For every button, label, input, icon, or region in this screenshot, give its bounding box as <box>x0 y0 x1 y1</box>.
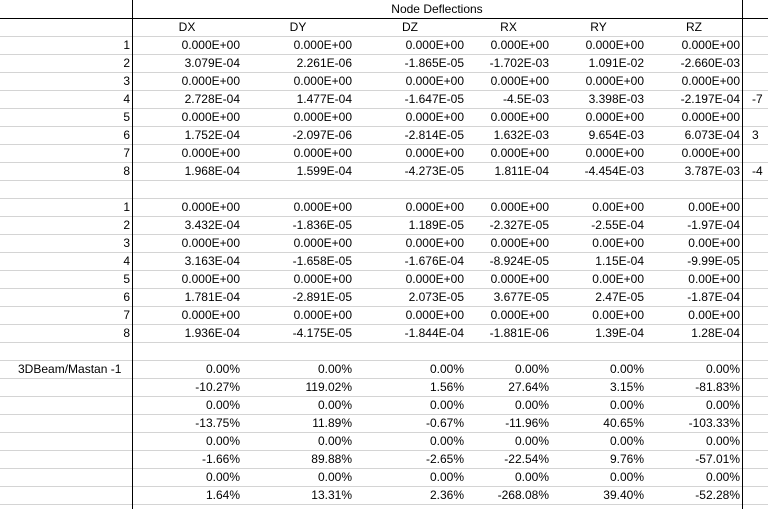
value-cell[interactable]: 0.00E+00 <box>688 272 740 286</box>
value-cell[interactable]: -1.881E-06 <box>489 326 549 340</box>
percent-cell[interactable]: -57.01% <box>695 452 740 466</box>
value-cell[interactable]: -1.676E-04 <box>404 254 464 268</box>
percent-cell[interactable]: 0.00% <box>609 434 644 448</box>
value-cell[interactable]: 1.968E-04 <box>184 164 240 178</box>
value-cell[interactable]: 0.000E+00 <box>293 308 352 322</box>
value-cell[interactable]: 0.00E+00 <box>592 200 644 214</box>
percent-cell[interactable]: 3.15% <box>609 380 644 394</box>
value-cell[interactable]: 3.079E-04 <box>184 56 240 70</box>
value-cell[interactable]: 2.47E-05 <box>595 290 644 304</box>
value-cell[interactable]: 0.000E+00 <box>405 110 464 124</box>
percent-cell[interactable]: 0.00% <box>205 470 240 484</box>
percent-cell[interactable]: 13.31% <box>311 488 352 502</box>
value-cell[interactable]: 2.261E-06 <box>296 56 352 70</box>
percent-cell[interactable]: 0.00% <box>705 434 740 448</box>
overflow-cell[interactable]: 3 <box>752 128 759 142</box>
percent-cell[interactable]: 0.00% <box>317 362 352 376</box>
percent-cell[interactable]: 0.00% <box>205 398 240 412</box>
percent-cell[interactable]: 0.00% <box>317 398 352 412</box>
node-number-cell[interactable]: 1 <box>123 38 130 52</box>
value-cell[interactable]: -1.658E-05 <box>292 254 352 268</box>
value-cell[interactable]: 1.781E-04 <box>184 290 240 304</box>
value-cell[interactable]: 0.000E+00 <box>181 272 240 286</box>
value-cell[interactable]: -1.865E-05 <box>404 56 464 70</box>
row-gridline <box>0 342 768 343</box>
value-cell[interactable]: -2.814E-05 <box>404 128 464 142</box>
value-cell[interactable]: 0.000E+00 <box>293 110 352 124</box>
node-number-cell[interactable]: 6 <box>123 128 130 142</box>
percent-cell[interactable]: 11.89% <box>312 416 352 430</box>
value-cell[interactable]: 0.000E+00 <box>490 38 549 52</box>
value-cell[interactable]: 0.000E+00 <box>490 272 549 286</box>
percent-cell[interactable]: 1.56% <box>429 380 464 394</box>
value-cell[interactable]: 0.000E+00 <box>405 308 464 322</box>
percent-cell[interactable]: 119.02% <box>305 380 352 394</box>
percent-cell[interactable]: 0.00% <box>705 362 740 376</box>
percent-cell[interactable]: -0.67% <box>425 416 464 430</box>
value-cell[interactable]: 1.28E-04 <box>691 326 740 340</box>
percent-cell[interactable]: 0.00% <box>429 434 464 448</box>
percent-cell[interactable]: 0.00% <box>514 470 549 484</box>
node-number-cell[interactable]: 2 <box>123 218 130 232</box>
percent-cell[interactable]: 0.00% <box>429 362 464 376</box>
value-cell[interactable]: 0.000E+00 <box>405 38 464 52</box>
column-header[interactable]: DZ <box>402 20 418 34</box>
row-gridline <box>0 180 768 181</box>
value-cell[interactable]: 1.39E-04 <box>595 326 644 340</box>
value-cell[interactable]: 0.000E+00 <box>681 146 740 160</box>
column-header[interactable]: RZ <box>686 20 702 34</box>
percent-cell[interactable]: -1.66% <box>201 452 240 466</box>
node-number-cell[interactable]: 7 <box>123 146 130 160</box>
percent-cell[interactable]: -10.27% <box>195 380 240 394</box>
value-cell[interactable]: 1.936E-04 <box>184 326 240 340</box>
column-header[interactable]: DY <box>289 20 307 34</box>
value-cell[interactable]: -9.99E-05 <box>687 254 740 268</box>
value-cell[interactable]: 0.000E+00 <box>181 38 240 52</box>
percent-cell[interactable]: 27.64% <box>508 380 549 394</box>
overflow-cell[interactable]: -7 <box>752 92 763 106</box>
percent-cell[interactable]: 0.00% <box>429 398 464 412</box>
value-cell[interactable]: 0.000E+00 <box>181 236 240 250</box>
value-cell[interactable]: 0.000E+00 <box>405 146 464 160</box>
value-cell[interactable]: 0.000E+00 <box>293 200 352 214</box>
percent-cell[interactable]: -22.54% <box>504 452 549 466</box>
value-cell[interactable]: 0.000E+00 <box>405 236 464 250</box>
row-gridline <box>0 504 768 505</box>
value-cell[interactable]: -2.327E-05 <box>489 218 549 232</box>
percent-cell[interactable]: 0.00% <box>609 470 644 484</box>
value-cell[interactable]: 0.000E+00 <box>405 200 464 214</box>
percent-cell[interactable]: 0.00% <box>514 398 549 412</box>
value-cell[interactable]: 0.000E+00 <box>490 74 549 88</box>
node-number-cell[interactable]: 8 <box>123 164 130 178</box>
value-cell[interactable]: 1.091E-02 <box>588 56 644 70</box>
percent-cell[interactable]: 0.00% <box>317 434 352 448</box>
value-cell[interactable]: 0.000E+00 <box>681 110 740 124</box>
percent-cell[interactable]: -13.75% <box>195 416 240 430</box>
column-header[interactable]: RY <box>590 20 607 34</box>
value-cell[interactable]: 0.00E+00 <box>592 236 644 250</box>
node-number-cell[interactable]: 5 <box>123 110 130 124</box>
value-cell[interactable]: 0.000E+00 <box>585 146 644 160</box>
value-cell[interactable]: -2.891E-05 <box>292 290 352 304</box>
percent-cell[interactable]: 0.00% <box>514 362 549 376</box>
value-cell[interactable]: 0.000E+00 <box>293 74 352 88</box>
value-cell[interactable]: 3.432E-04 <box>184 218 240 232</box>
value-cell[interactable]: 0.000E+00 <box>181 308 240 322</box>
value-cell[interactable]: 0.00E+00 <box>688 200 740 214</box>
percent-cell[interactable]: 0.00% <box>609 362 644 376</box>
percent-cell[interactable]: 0.00% <box>429 470 464 484</box>
value-cell[interactable]: -2.197E-04 <box>680 92 740 106</box>
percent-cell[interactable]: -81.83% <box>695 380 740 394</box>
value-cell[interactable]: 0.000E+00 <box>405 272 464 286</box>
value-cell[interactable]: -8.924E-05 <box>489 254 549 268</box>
value-cell[interactable]: 1.189E-05 <box>408 218 464 232</box>
column-header[interactable]: RX <box>500 20 517 34</box>
value-cell[interactable]: 0.000E+00 <box>181 146 240 160</box>
percent-cell[interactable]: 2.36% <box>429 488 464 502</box>
node-number-cell[interactable]: 4 <box>123 92 130 106</box>
column-border <box>742 0 743 509</box>
value-cell[interactable]: -2.55E-04 <box>591 218 644 232</box>
value-cell[interactable]: 0.000E+00 <box>490 308 549 322</box>
percent-cell[interactable]: 0.00% <box>705 470 740 484</box>
percent-cell[interactable]: 9.76% <box>609 452 644 466</box>
value-cell[interactable]: -4.5E-03 <box>502 92 549 106</box>
value-cell[interactable]: 0.00E+00 <box>592 272 644 286</box>
value-cell[interactable]: 0.000E+00 <box>293 146 352 160</box>
percent-cell[interactable]: 1.64% <box>205 488 240 502</box>
node-number-cell[interactable]: 6 <box>123 290 130 304</box>
node-number-cell[interactable]: 5 <box>123 272 130 286</box>
value-cell[interactable]: 0.00E+00 <box>688 308 740 322</box>
percent-cell[interactable]: 40.65% <box>603 416 644 430</box>
value-cell[interactable]: 2.073E-05 <box>408 290 464 304</box>
value-cell[interactable]: 3.163E-04 <box>184 254 240 268</box>
overflow-cell[interactable]: -4 <box>752 164 763 178</box>
percent-cell[interactable]: 0.00% <box>205 434 240 448</box>
value-cell[interactable]: -1.97E-04 <box>687 218 740 232</box>
comparison-label[interactable]: 3DBeam/Mastan -1 <box>18 362 122 376</box>
percent-cell[interactable]: 0.00% <box>317 470 352 484</box>
node-number-cell[interactable]: 3 <box>123 236 130 250</box>
column-header[interactable]: DX <box>178 20 196 34</box>
node-number-cell[interactable]: 1 <box>123 200 130 214</box>
value-cell[interactable]: 0.000E+00 <box>681 38 740 52</box>
sheet-title[interactable]: Node Deflections <box>391 2 483 16</box>
value-cell[interactable]: 0.000E+00 <box>181 200 240 214</box>
node-number-cell[interactable]: 7 <box>123 308 130 322</box>
percent-cell[interactable]: -11.96% <box>505 416 549 430</box>
value-cell[interactable]: 1.752E-04 <box>184 128 240 142</box>
value-cell[interactable]: -1.844E-04 <box>404 326 464 340</box>
value-cell[interactable]: 0.000E+00 <box>405 74 464 88</box>
value-cell[interactable]: -4.454E-03 <box>584 164 644 178</box>
value-cell[interactable]: 0.000E+00 <box>293 236 352 250</box>
percent-cell[interactable]: 0.00% <box>514 434 549 448</box>
percent-cell[interactable]: 39.40% <box>603 488 644 502</box>
value-cell[interactable]: 0.000E+00 <box>293 38 352 52</box>
node-number-cell[interactable]: 8 <box>123 326 130 340</box>
percent-cell[interactable]: -2.65% <box>425 452 464 466</box>
value-cell[interactable]: 0.000E+00 <box>490 200 549 214</box>
value-cell[interactable]: -1.702E-03 <box>489 56 549 70</box>
percent-cell[interactable]: -52.28% <box>695 488 740 502</box>
value-cell[interactable]: 0.000E+00 <box>585 110 644 124</box>
value-cell[interactable]: 3.677E-05 <box>493 290 549 304</box>
percent-cell[interactable]: 0.00% <box>609 398 644 412</box>
value-cell[interactable]: 3.398E-03 <box>588 92 644 106</box>
value-cell[interactable]: -2.097E-06 <box>292 128 352 142</box>
value-cell[interactable]: 0.000E+00 <box>681 74 740 88</box>
value-cell[interactable]: 0.000E+00 <box>490 236 549 250</box>
value-cell[interactable]: 9.654E-03 <box>588 128 644 142</box>
value-cell[interactable]: 0.000E+00 <box>490 146 549 160</box>
value-cell[interactable]: -1.836E-05 <box>292 218 352 232</box>
value-cell[interactable]: 1.477E-04 <box>296 92 352 106</box>
percent-cell[interactable]: -103.33% <box>688 416 740 430</box>
percent-cell[interactable]: 89.88% <box>311 452 352 466</box>
value-cell[interactable]: 1.599E-04 <box>296 164 352 178</box>
value-cell[interactable]: 0.000E+00 <box>181 110 240 124</box>
value-cell[interactable]: -1.647E-05 <box>404 92 464 106</box>
value-cell[interactable]: 2.728E-04 <box>184 92 240 106</box>
value-cell[interactable]: 0.00E+00 <box>688 236 740 250</box>
value-cell[interactable]: -1.87E-04 <box>687 290 740 304</box>
value-cell[interactable]: 0.000E+00 <box>181 74 240 88</box>
value-cell[interactable]: 1.15E-04 <box>595 254 644 268</box>
value-cell[interactable]: 0.000E+00 <box>293 272 352 286</box>
value-cell[interactable]: 0.000E+00 <box>585 38 644 52</box>
node-number-cell[interactable]: 4 <box>123 254 130 268</box>
value-cell[interactable]: -2.660E-03 <box>680 56 740 70</box>
node-number-cell[interactable]: 2 <box>123 56 130 70</box>
percent-cell[interactable]: -268.08% <box>497 488 549 502</box>
value-cell[interactable]: 1.632E-03 <box>493 128 549 142</box>
node-number-cell[interactable]: 3 <box>123 74 130 88</box>
value-cell[interactable]: 1.811E-04 <box>494 164 549 178</box>
percent-cell[interactable]: 0.00% <box>705 398 740 412</box>
value-cell[interactable]: 3.787E-03 <box>684 164 740 178</box>
value-cell[interactable]: 0.00E+00 <box>592 308 644 322</box>
value-cell[interactable]: 6.073E-04 <box>684 128 740 142</box>
value-cell[interactable]: 0.000E+00 <box>490 110 549 124</box>
value-cell[interactable]: 0.000E+00 <box>585 74 644 88</box>
value-cell[interactable]: -4.273E-05 <box>404 164 464 178</box>
value-cell[interactable]: -4.175E-05 <box>292 326 352 340</box>
percent-cell[interactable]: 0.00% <box>205 362 240 376</box>
